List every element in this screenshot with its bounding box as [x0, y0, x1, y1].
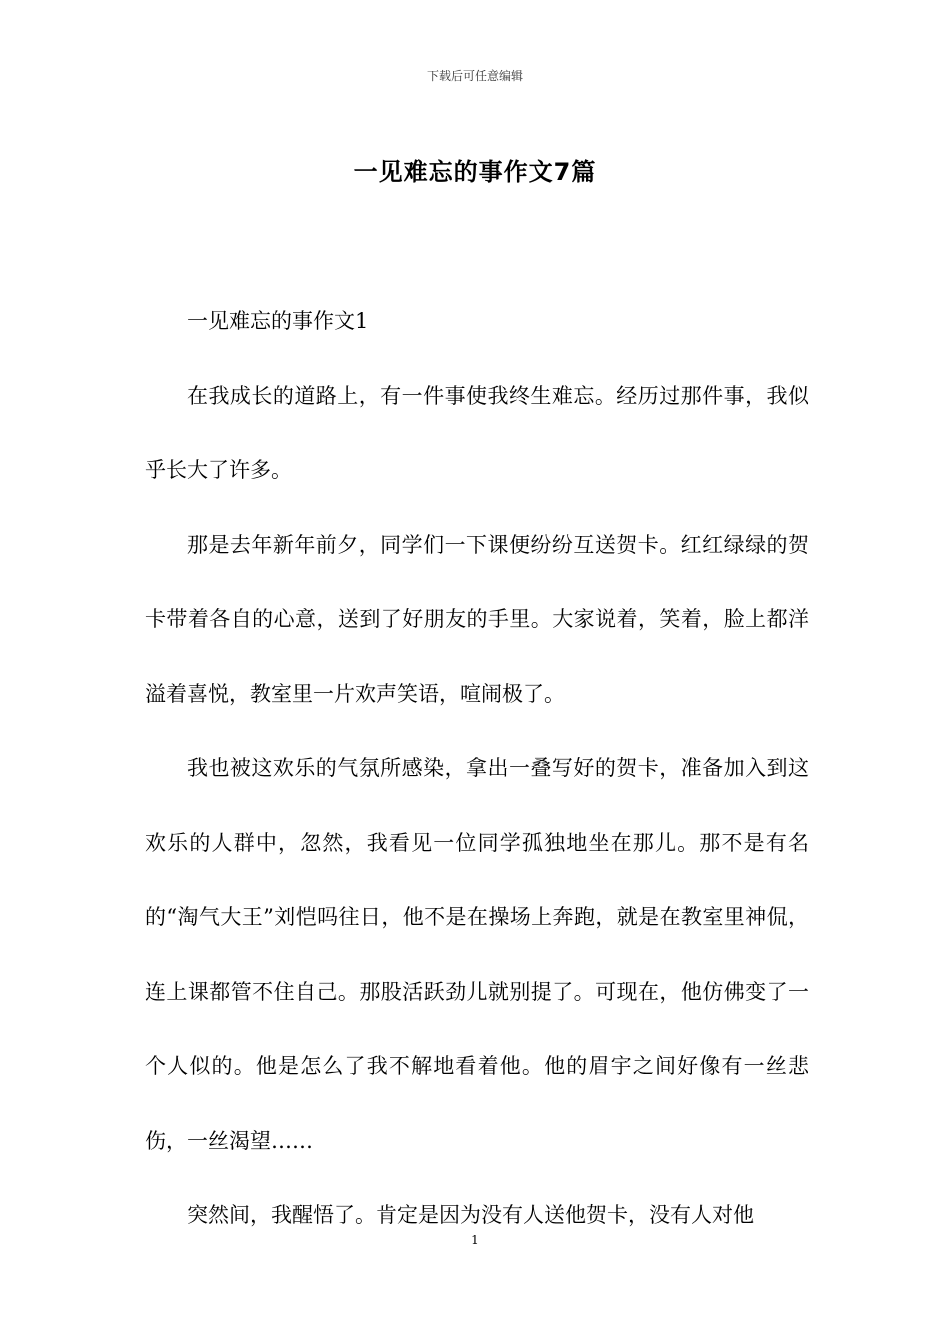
paragraph: 我也被这欢乐的气氛所感染，拿出一叠写好的贺卡，准备加入到这欢乐的人群中，忽然，我看见一位同学孤独地坐在那儿。那不是有名的“淘气大王”刘恺吗往日，他不是在操场上奔跑，就是在教室里神侃，连上课都管不住自己。那股活跃劲儿就别提了。可现在，他仿佛变了一个人似的。他是怎么了我不解地看着他。他的眉宇之间好像有一丝悲伤，一丝渴望…… — [145, 756, 809, 1153]
section-heading: 一见难忘的事作文1 — [187, 309, 369, 333]
header-note: 下载后可任意编辑 — [426, 69, 523, 83]
document-title: 一见难忘的事作文7篇 — [353, 158, 597, 186]
paragraph: 突然间，我醒悟了。肯定是因为没有人送他贺卡，没有人对他 — [187, 1203, 754, 1227]
document-body — [145, 284, 809, 1253]
paragraph: 在我成长的道路上，有一件事使我终生难忘。经历过那件事，我似乎长大了许多。 — [145, 383, 809, 482]
paragraph: 那是去年新年前夕，同学们一下课便纷纷互送贺卡。红红绿绿的贺卡带着各自的心意，送到了好朋友的手里。大家说着，笑着，脸上都洋溢着喜悦，教室里一片欢声笑语，喧闹极了。 — [145, 532, 809, 706]
page-number: 1 — [471, 1233, 479, 1247]
